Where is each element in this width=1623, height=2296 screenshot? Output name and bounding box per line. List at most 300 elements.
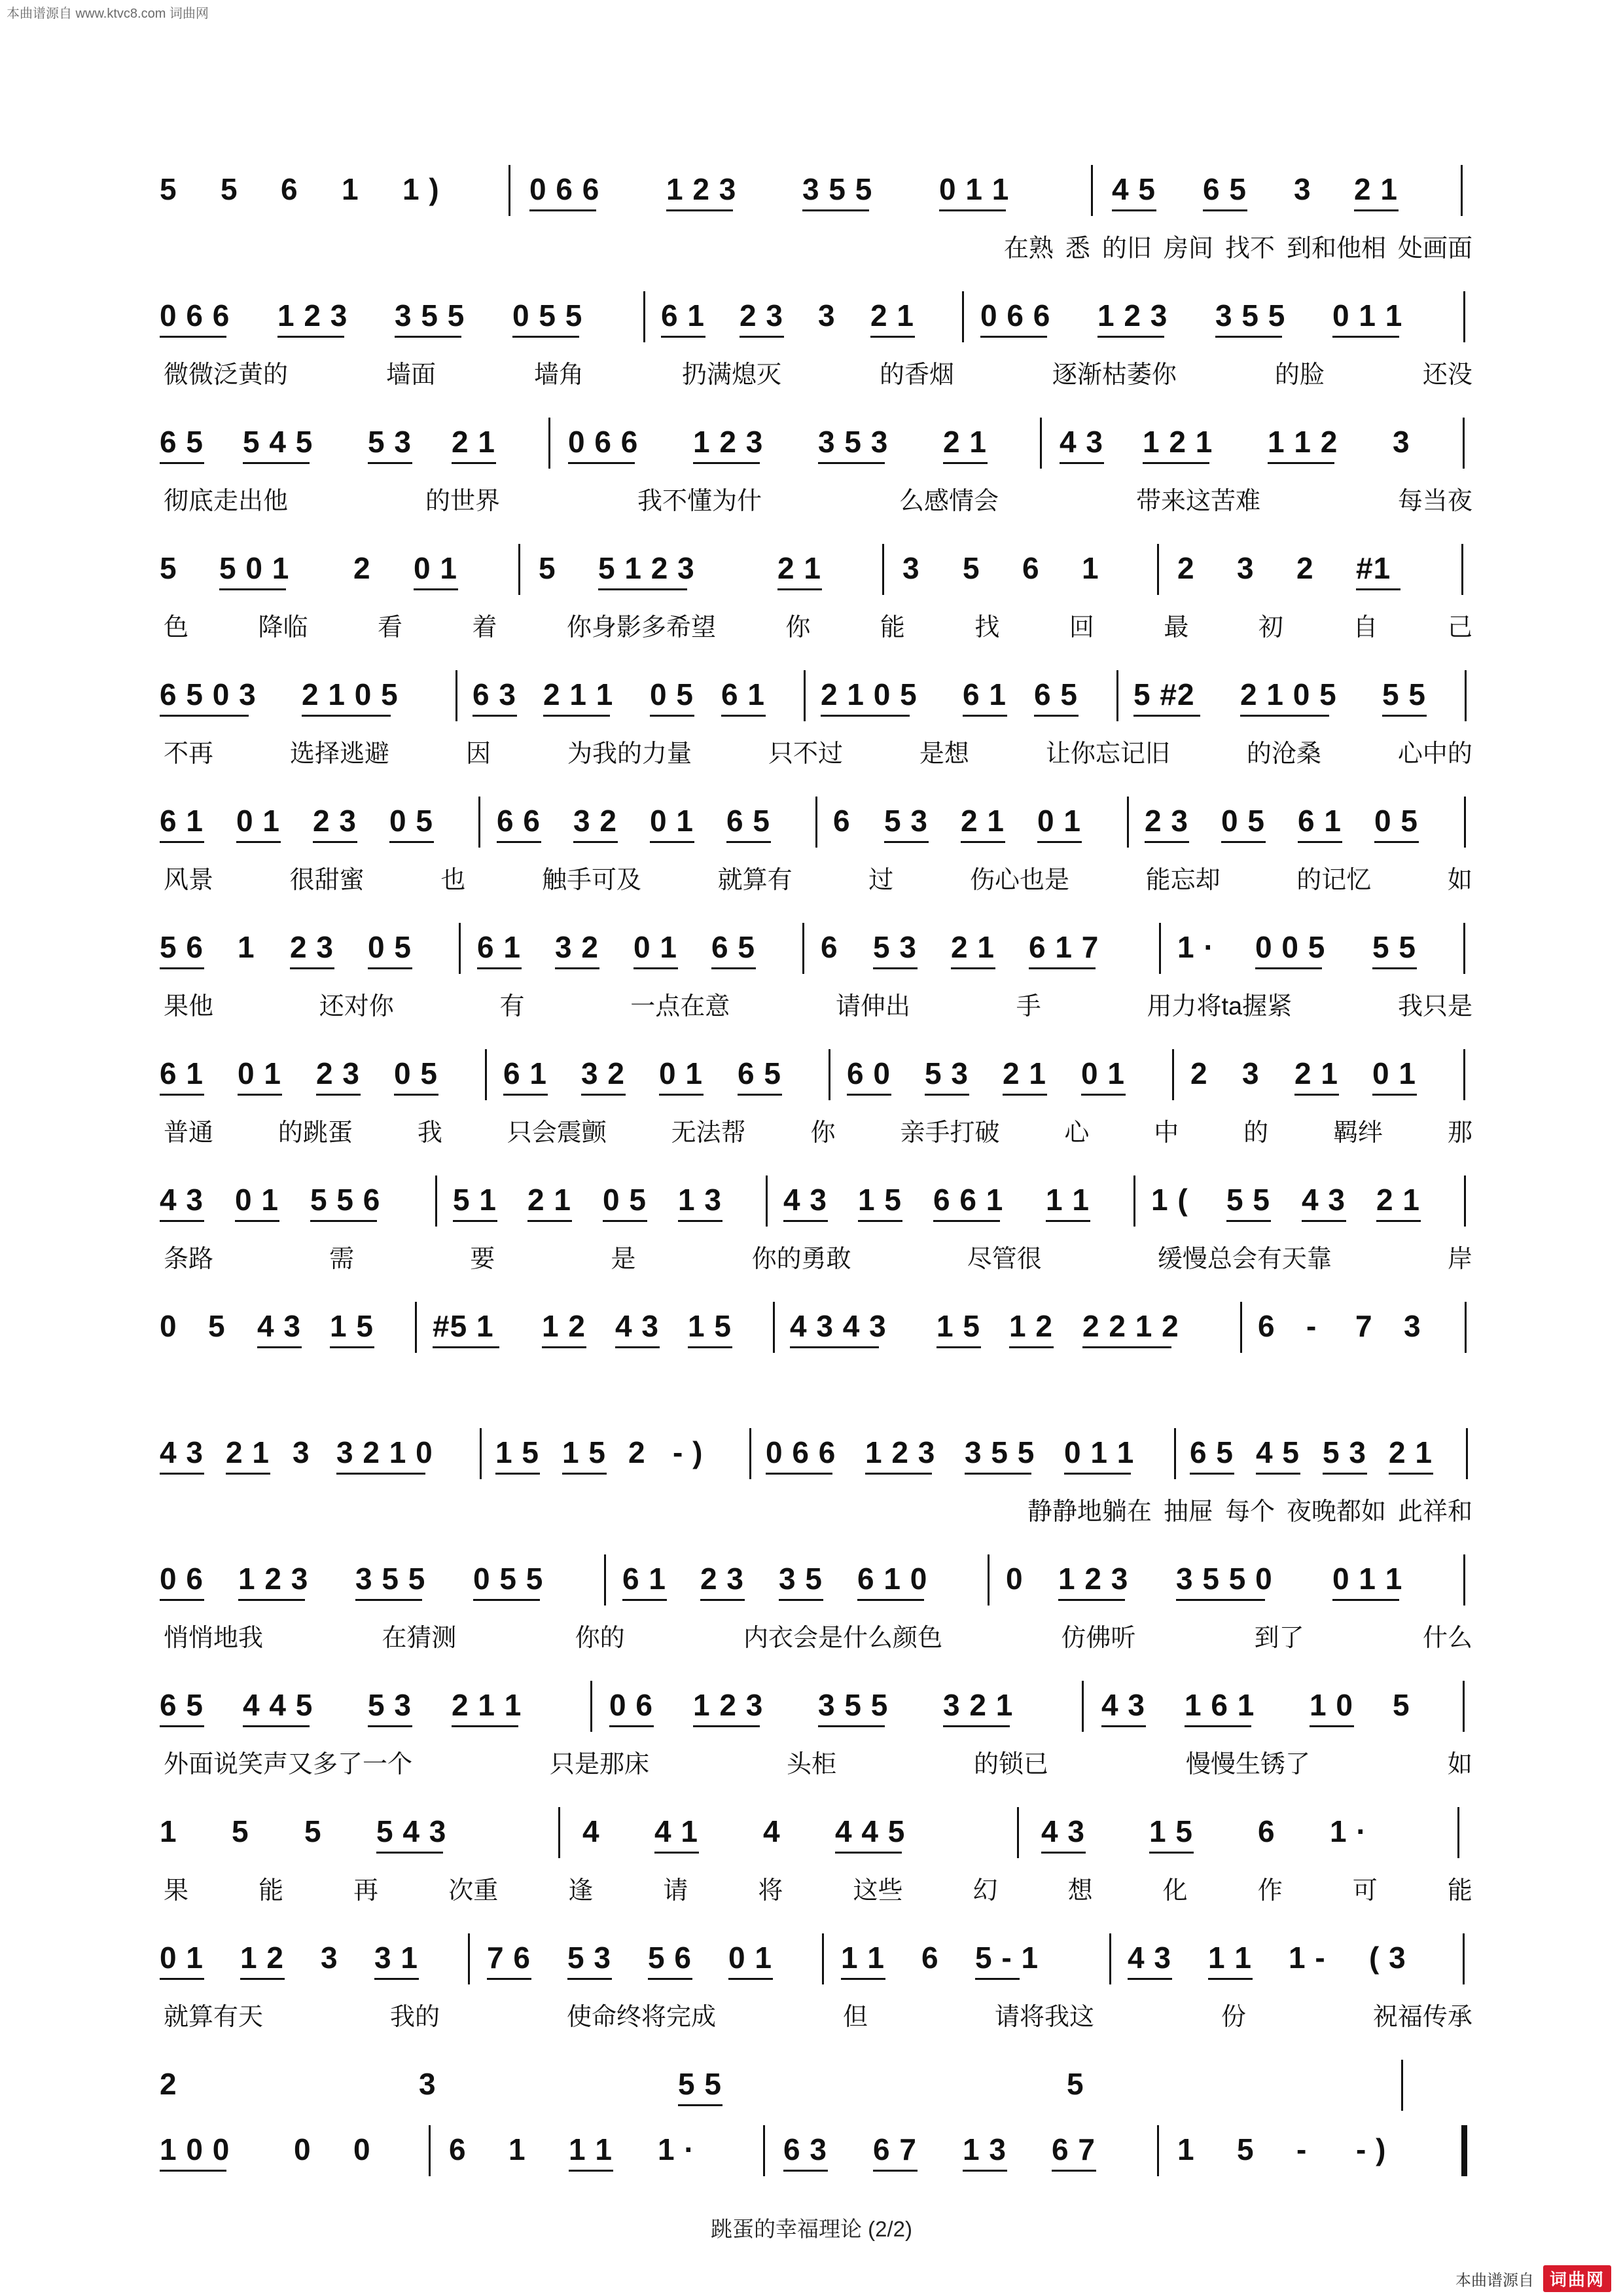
beam-line [160, 967, 204, 969]
lyric-word: 在猜测 [382, 1624, 457, 1652]
beam-line [841, 1978, 885, 1980]
note-group: 1 2 3 [1097, 298, 1168, 332]
beam-line [219, 588, 286, 590]
note-group: 5 3 [884, 804, 928, 838]
note-group: 0 5 5 [512, 298, 583, 332]
note-group: 0 1 1 [1332, 1562, 1403, 1596]
note-group: 3 5 5 [1215, 298, 1286, 332]
beam-line [650, 715, 694, 717]
note-group: 0 0 5 [1255, 930, 1326, 964]
beam-line [865, 1473, 932, 1475]
note-group: 2 1 [452, 425, 495, 459]
barline [1463, 1681, 1465, 1732]
note-group: 6 1 [721, 677, 765, 711]
note-group: 4 3 [1302, 1183, 1346, 1217]
beam-line [160, 715, 249, 717]
beam-line [738, 1094, 782, 1096]
barline [429, 2125, 431, 2176]
lyric-word: 此祥和 [1397, 1498, 1472, 1526]
barline [1464, 797, 1466, 848]
note-group: 6 5 [1203, 172, 1247, 206]
beam-line [615, 1346, 660, 1348]
note-group: 1 [342, 172, 359, 206]
note-group: 1 1 [1046, 1183, 1090, 1217]
note-group: 0 6 6 [568, 425, 639, 459]
score-system [157, 1401, 1479, 1527]
barline [766, 1175, 768, 1227]
note-group: 4 3 [257, 1309, 301, 1343]
beam-line [1037, 841, 1082, 843]
beam-line [160, 841, 204, 843]
note-row [157, 677, 1479, 716]
beam-line [857, 1599, 924, 1601]
note-group: 5 4 5 [243, 425, 313, 459]
barline [1172, 1049, 1174, 1100]
beam-line [726, 841, 771, 843]
beam-line [1208, 1978, 1253, 1980]
lyric-word: 能 [880, 614, 905, 641]
note-group: 5 [1393, 1688, 1410, 1722]
note-group: 0 1 [1037, 804, 1081, 838]
note-group: 1 2 3 [666, 172, 737, 206]
note-group: 3 [1393, 425, 1410, 459]
lyric-word: 的记忆 [1296, 867, 1372, 894]
site-logo: 词曲网 [1543, 2265, 1611, 2292]
barline [749, 1428, 751, 1479]
lyric-word: 每个 [1224, 1498, 1275, 1526]
note-group: 4 1 [654, 1814, 698, 1848]
note-group: 2 3 [290, 930, 334, 964]
beam-line [1323, 1473, 1367, 1475]
beam-line [236, 841, 281, 843]
note-group: 1 ( [1151, 1183, 1188, 1217]
beam-line [376, 1852, 443, 1854]
score-system [157, 643, 1479, 769]
note-group: 1 5 [495, 1435, 539, 1469]
note-group: 7 [1355, 1309, 1373, 1343]
lyric-word: 的沧桑 [1246, 740, 1321, 768]
lyric-word: 外面说笑声又多了一个 [164, 1751, 413, 1778]
lyric-word: 风景 [164, 867, 214, 894]
note-group: 1 5 [688, 1309, 732, 1343]
beam-line [473, 1599, 540, 1601]
beam-line [818, 462, 885, 464]
beam-line [818, 1725, 885, 1727]
beam-line [529, 209, 596, 211]
note-group: 0 5 [1221, 804, 1265, 838]
beam-line [728, 1978, 773, 1980]
beam-line [235, 1220, 279, 1222]
note-group: 1 6 1 [1185, 1688, 1255, 1722]
note-group: 0 5 [368, 930, 412, 964]
score-system [157, 137, 1479, 264]
lyric-word: 只不过 [768, 740, 843, 768]
note-group: 0 [160, 1309, 177, 1343]
note-group: 1 0 0 [160, 2132, 230, 2166]
lyric-word: 条路 [164, 1246, 214, 1273]
lyric-word: 回 [1069, 614, 1094, 641]
lyric-word: 的跳蛋 [277, 1119, 353, 1147]
beam-line [980, 336, 1047, 338]
note-row [157, 171, 1479, 211]
lyric-word: 降临 [258, 614, 308, 641]
barline [455, 670, 457, 721]
note-group: 6 1 [1298, 804, 1342, 838]
note-group: 2 3 [1145, 804, 1188, 838]
beam-line [257, 1346, 302, 1348]
note-group: 2 3 [316, 1056, 360, 1090]
note-group: 5 [304, 1814, 322, 1848]
lyric-word: 我的 [389, 2003, 440, 2031]
beam-line [243, 462, 310, 464]
note-group: 6 1 [661, 298, 705, 332]
beam-line [598, 588, 687, 590]
note-group: 4 3 4 3 [790, 1309, 887, 1343]
note-group: 0 5 [394, 1056, 438, 1090]
beam-line [160, 1094, 204, 1096]
note-group: 6 1 0 [857, 1562, 928, 1596]
note-group: 3 5 3 [818, 425, 889, 459]
note-group: 5 [539, 551, 556, 585]
beam-line [783, 1220, 828, 1222]
beam-line [160, 336, 226, 338]
note-group: 4 5 [1256, 1435, 1300, 1469]
beam-line [678, 1220, 722, 1222]
beam-line [394, 1094, 438, 1096]
barline [763, 2125, 765, 2176]
beam-line [659, 1094, 704, 1096]
note-group: 4 3 [1041, 1814, 1085, 1848]
lyric-word: 悄悄地我 [164, 1624, 264, 1652]
beam-line [160, 1599, 204, 1601]
lyric-word: 无法帮 [671, 1119, 746, 1147]
note-group: 0 1 1 [939, 172, 1010, 206]
lyric-line [157, 1996, 1479, 2031]
score-system [157, 1148, 1479, 1274]
beam-line [766, 1473, 832, 1475]
beam-line [650, 841, 694, 843]
note-group: 5 [232, 1814, 249, 1848]
lyric-word: 色 [164, 614, 189, 641]
barline [773, 1302, 775, 1353]
beam-line [1374, 841, 1419, 843]
beam-line [711, 967, 756, 969]
beam-line [1060, 462, 1104, 464]
lyric-line [157, 1491, 1479, 1526]
barline [1127, 797, 1129, 848]
beam-line [160, 1978, 204, 1980]
lyric-word: 伤心也是 [969, 867, 1069, 894]
note-group: #5 1 [433, 1309, 494, 1343]
note-group: 1 [508, 2132, 526, 2166]
lyric-word: 份 [1221, 2003, 1246, 2031]
note-group: 6 5 [711, 930, 755, 964]
note-group: 3 2 1 0 [336, 1435, 433, 1469]
note-group: 6 0 [847, 1056, 891, 1090]
lyric-word: 到和他相 [1286, 235, 1386, 262]
lyric-word: 是 [611, 1246, 636, 1273]
note-group: ( 3 [1369, 1941, 1406, 1975]
beam-line [1097, 336, 1164, 338]
lyric-line [157, 1617, 1479, 1652]
note-group: 2 1 0 5 [1240, 677, 1337, 711]
beam-line [783, 2170, 828, 2172]
note-row [157, 929, 1479, 969]
note-group: 4 3 [1101, 1688, 1145, 1722]
lyric-word: 作 [1257, 1877, 1283, 1905]
beam-line [452, 462, 496, 464]
beam-line [368, 1725, 412, 1727]
note-group: 6 6 1 [933, 1183, 1004, 1217]
beam-line [1082, 1346, 1171, 1348]
note-group: 2 1 1 [452, 1688, 522, 1722]
note-group: 2 3 [740, 298, 783, 332]
lyric-word: 悉 [1065, 235, 1090, 262]
note-group: 0 6 6 [529, 172, 600, 206]
beam-line [555, 967, 599, 969]
beam-line [603, 1220, 647, 1222]
note-group: 5 5 [1226, 1183, 1270, 1217]
lyric-word: 次重 [448, 1877, 499, 1905]
note-group: 2 2 1 2 [1082, 1309, 1179, 1343]
lyric-word: 使命终将完成 [566, 2003, 716, 2031]
beam-line [302, 715, 391, 717]
beam-line [939, 209, 1006, 211]
note-group: 5 #2 [1133, 677, 1195, 711]
note-group: 5 5 [1382, 677, 1426, 711]
beam-line [542, 1346, 586, 1348]
barline [485, 1049, 487, 1100]
beam-line [160, 1725, 204, 1727]
beam-line [943, 462, 988, 464]
lyric-word: 但 [842, 2003, 868, 2031]
score-system [157, 516, 1479, 643]
note-group: 3 [818, 298, 836, 332]
note-group: 0 1 [236, 804, 280, 838]
lyric-word: 你 [810, 1119, 836, 1147]
beam-line [395, 336, 461, 338]
note-group: 0 1 [160, 1941, 204, 1975]
note-group: 2 1 [943, 425, 987, 459]
lyric-word: 仿佛听 [1061, 1624, 1136, 1652]
note-group: 3 5 5 [818, 1688, 889, 1722]
beam-line [870, 336, 915, 338]
beam-line [1298, 841, 1342, 843]
lyric-word: 的香烟 [879, 361, 954, 389]
note-group: 5 [221, 172, 238, 206]
beam-line [238, 1094, 282, 1096]
lyric-word: 墙角 [533, 361, 584, 389]
barline [1040, 418, 1042, 469]
lyric-line [157, 733, 1479, 768]
lyric-word: 着 [472, 614, 497, 641]
note-group: 0 5 [1374, 804, 1418, 838]
note-group: 5 - 1 [975, 1941, 1039, 1975]
beam-line [1372, 967, 1417, 969]
beam-line [389, 841, 434, 843]
note-group: 3 2 [555, 930, 599, 964]
score-system [157, 1274, 1479, 1401]
note-group: 6 [833, 804, 851, 838]
note-group: #1 [1356, 551, 1391, 585]
beam-line [569, 2170, 613, 2172]
note-row [157, 1940, 1479, 1979]
note-group: 1 · [658, 2132, 695, 2166]
note-group: 0 1 [1372, 1056, 1416, 1090]
beam-line [1034, 715, 1079, 717]
note-group: 2 [628, 1435, 646, 1469]
barline [1240, 1302, 1242, 1353]
lyric-word: 还对你 [319, 993, 394, 1020]
beam-line [1389, 1473, 1433, 1475]
lyric-word: 带来这苦难 [1135, 488, 1260, 515]
lyric-word: 亲手打破 [900, 1119, 1000, 1147]
note-group: 2 [1296, 551, 1314, 585]
beam-line [562, 1473, 607, 1475]
lyric-word: 如 [1447, 867, 1472, 894]
beam-line [573, 841, 618, 843]
beam-line [1215, 336, 1282, 338]
note-group: 3 2 1 [943, 1688, 1014, 1722]
note-group: 6 1 [477, 930, 521, 964]
note-group: 1 1 2 [1268, 425, 1338, 459]
lyric-word: 用力将ta握紧 [1147, 993, 1293, 1020]
beam-line [277, 336, 344, 338]
beam-line [368, 967, 412, 969]
lyric-line [157, 354, 1479, 389]
barline [1109, 1933, 1111, 1984]
beam-line [858, 1220, 902, 1222]
beam-line [497, 841, 541, 843]
lyric-word: 找 [974, 614, 1000, 641]
note-group: 7 6 [487, 1941, 531, 1975]
lyric-word: 抽屉 [1163, 1498, 1213, 1526]
note-group: 3 [1242, 1056, 1260, 1090]
lyric-word: 能 [259, 1877, 284, 1905]
barline [988, 1554, 990, 1605]
score-system [157, 1780, 1479, 1906]
note-group: 3 [419, 2067, 437, 2101]
note-group: 4 3 [1060, 425, 1103, 459]
lyric-word: 最 [1164, 614, 1189, 641]
beam-line [1240, 715, 1329, 717]
barline [1463, 923, 1465, 974]
beam-line [1372, 1094, 1417, 1096]
barline [1017, 1807, 1019, 1858]
lyric-word: 的旧 [1101, 235, 1152, 262]
barline [459, 923, 461, 974]
lyric-word: 你的 [575, 1624, 625, 1652]
lyric-line [157, 1744, 1479, 1778]
beam-line [721, 715, 766, 717]
score-system [157, 1527, 1479, 1653]
note-group: 1 1 [841, 1941, 885, 1975]
note-group: 5 [160, 551, 177, 585]
lyric-word: 看 [377, 614, 402, 641]
lyric-word: 能 [1447, 1877, 1472, 1905]
note-group: 0 1 [238, 1056, 281, 1090]
lyric-word: 你的勇敢 [751, 1246, 851, 1273]
note-group: 2 1 [1354, 172, 1398, 206]
barline [548, 418, 550, 469]
note-group: 3 [902, 551, 920, 585]
beam-line [648, 1978, 692, 1980]
lyric-word: 墙面 [385, 361, 436, 389]
note-group: 6 [1258, 1814, 1275, 1848]
note-group: 4 3 [615, 1309, 659, 1343]
beam-line [1356, 588, 1400, 590]
score-system [157, 1906, 1479, 2032]
note-group: 1 [1177, 2132, 1195, 2166]
lyric-word: 再 [353, 1877, 379, 1905]
beam-line [1052, 2170, 1096, 2172]
beam-line [527, 1220, 572, 1222]
barline [882, 544, 884, 595]
beam-line [1101, 1725, 1146, 1727]
note-group: 6 6 [497, 804, 541, 838]
barline [1133, 1175, 1135, 1227]
note-row [157, 1561, 1479, 1600]
barline [643, 291, 645, 342]
note-group: 4 3 [783, 1183, 827, 1217]
note-group: 0 5 [650, 677, 694, 711]
note-group: 1 5 [858, 1183, 902, 1217]
note-group: 3 5 [779, 1562, 823, 1596]
note-group: 2 3 [700, 1562, 744, 1596]
note-group: 5 [160, 172, 177, 206]
note-group: 1 5 [330, 1309, 374, 1343]
beam-line [160, 1220, 204, 1222]
note-group: 0 6 6 [766, 1435, 836, 1469]
note-group: 5 5 [1372, 930, 1416, 964]
beam-line [661, 336, 705, 338]
beam-line [1176, 1599, 1265, 1601]
lyric-word: 彻底走出他 [164, 488, 289, 515]
lyric-word: 想 [1067, 1877, 1093, 1905]
beam-line [975, 1978, 1020, 1980]
note-row [157, 550, 1479, 590]
note-group: 1 · [1330, 1814, 1367, 1848]
note-group: 6 7 [873, 2132, 917, 2166]
note-group: 2 1 [961, 804, 1005, 838]
lyric-word: 到了 [1254, 1624, 1304, 1652]
note-group: 6 7 [1052, 2132, 1096, 2166]
note-group: 1 · [1177, 930, 1215, 964]
beam-line [693, 1725, 760, 1727]
note-group: 4 [582, 1814, 600, 1848]
beam-line [1112, 209, 1156, 211]
note-group: 6 3 [473, 677, 516, 711]
note-group: 2 1 [1389, 1435, 1433, 1469]
lyric-word: 静静地躺在 [1027, 1498, 1152, 1526]
beam-line [581, 1094, 626, 1096]
note-group: 5 5 6 [310, 1183, 381, 1217]
beam-line [503, 1094, 548, 1096]
lyric-line [157, 228, 1479, 262]
note-group: 6 5 [726, 804, 770, 838]
barline [604, 1554, 606, 1605]
beam-line [453, 1220, 497, 1222]
lyric-word: 慢慢生锈了 [1185, 1751, 1310, 1778]
lyric-word: 羁绊 [1333, 1119, 1383, 1147]
note-group: 6 3 [783, 2132, 827, 2166]
note-group: 0 [353, 2132, 371, 2166]
note-group: 2 1 [1294, 1056, 1338, 1090]
lyric-word: 因 [465, 740, 491, 768]
note-group: 3 2 [581, 1056, 625, 1090]
lyric-word: 就算有 [717, 867, 793, 894]
note-group: 0 1 [728, 1941, 772, 1975]
